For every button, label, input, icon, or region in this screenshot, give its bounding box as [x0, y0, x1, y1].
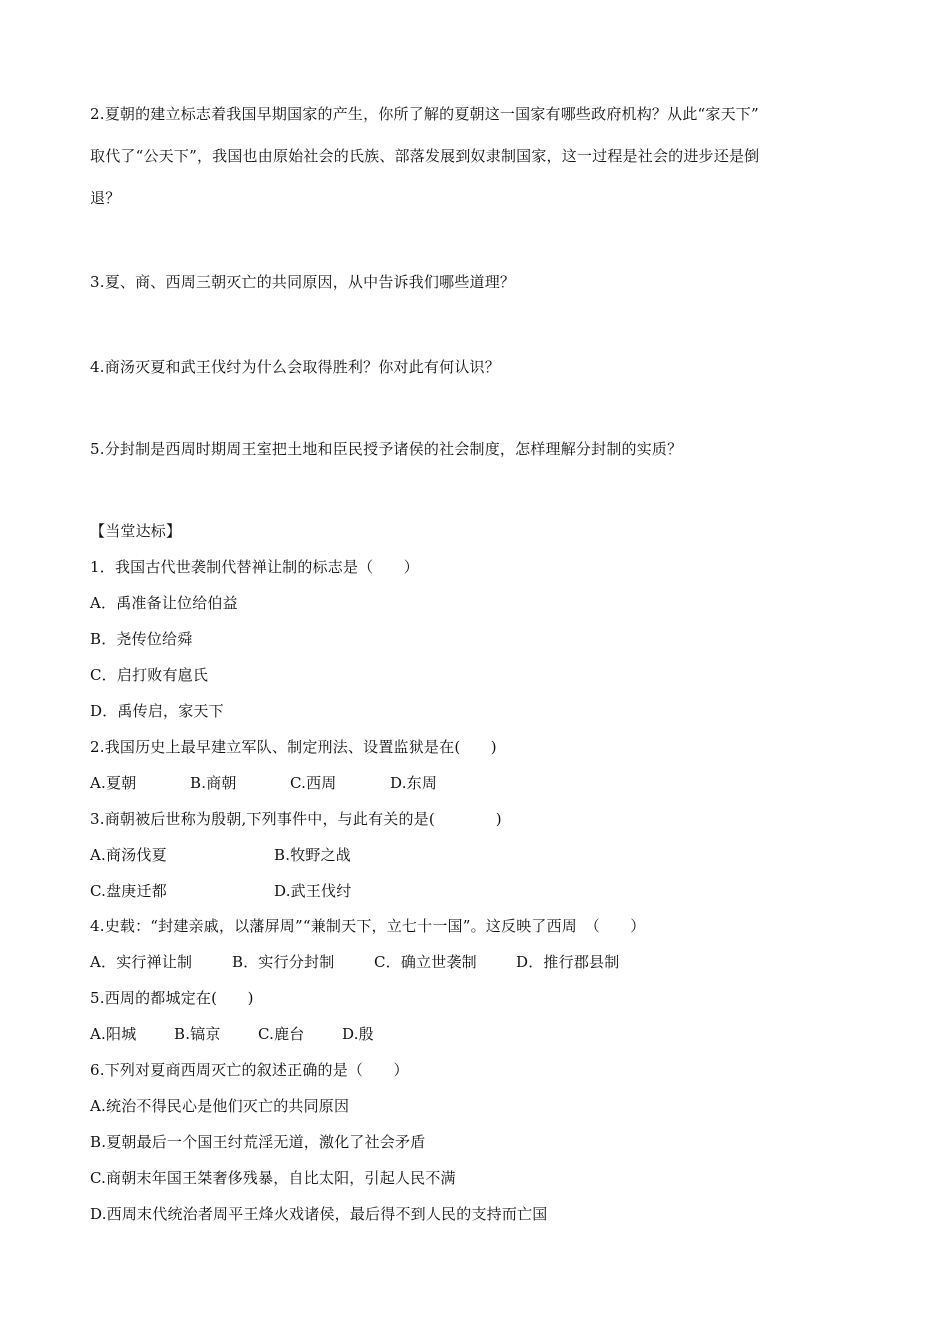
- exercise-1-stem: 1．我国古代世袭制代替禅让制的标志是（ ）: [90, 558, 419, 576]
- exercise-3-option-d: D.武王伐纣: [274, 882, 352, 900]
- exercise-2-option-a: A.夏朝: [90, 774, 137, 792]
- question-3: 3.夏、商、西周三朝灭亡的共同原因，从中告诉我们哪些道理？: [90, 273, 516, 291]
- exercise-5-options: [90, 1024, 790, 1044]
- exercise-3-option-a: A.商汤伐夏: [90, 846, 167, 864]
- exercise-6-stem: 6.下列对夏商西周灭亡的叙述正确的是（ ）: [90, 1061, 409, 1079]
- exercise-4-option-d: D．推行郡县制: [516, 953, 620, 971]
- exercise-1-option-c: C．启打败有扈氏: [90, 666, 209, 684]
- exercise-2-option-d: D.东周: [390, 774, 438, 792]
- exercise-6-option-d: D.西周末代统治者周平王烽火戏诸侯，最后得不到人民的支持而亡国: [90, 1205, 548, 1223]
- exercise-2-stem: 2.我国历史上最早建立军队、制定刑法、设置监狱是在( ): [90, 738, 497, 756]
- exercise-3-option-c: C.盘庚迁都: [90, 882, 167, 900]
- exercise-6-option-c: C.商朝末年国王桀奢侈残暴，自比太阳，引起人民不满: [90, 1169, 456, 1187]
- exercise-4-option-a: A．实行禅让制: [90, 953, 193, 971]
- exercise-3-option-b: B.牧野之战: [274, 846, 351, 864]
- exercise-2-option-c: C.西周: [290, 774, 337, 792]
- exercise-1-option-d: D．禹传启，家天下: [90, 702, 224, 720]
- exercise-1-option-a: A．禹准备让位给伯益: [90, 594, 238, 612]
- question-5: 5.分封制是西周时期周王室把土地和臣民授予诸侯的社会制度，怎样理解分封制的实质？: [90, 440, 683, 458]
- exercise-4-stem: 4.史载：“封建亲戚，以藩屏周”“兼制天下，立七十一国”。这反映了西周 （ ）: [90, 917, 646, 935]
- exercise-5-option-b: B.镐京: [174, 1025, 221, 1043]
- exercise-5-stem: 5.西周的都城定在( ): [90, 989, 254, 1007]
- question-2-line-3: 退？: [90, 189, 121, 207]
- exercise-3-options-row-1: [90, 845, 790, 865]
- exercise-1-option-b: B．尧传位给舜: [90, 630, 193, 648]
- exercise-4-option-b: B．实行分封制: [232, 953, 335, 971]
- exercise-2-option-b: B.商朝: [190, 774, 237, 792]
- question-4: 4.商汤灭夏和武王伐纣为什么会取得胜利？你对此有何认识？: [90, 358, 500, 376]
- exercise-6-option-b: B.夏朝最后一个国王纣荒淫无道，激化了社会矛盾: [90, 1133, 426, 1151]
- exercise-5-option-d: D.殷: [342, 1025, 374, 1043]
- exercise-5-option-a: A.阳城: [90, 1025, 137, 1043]
- exercise-4-options: [90, 952, 790, 972]
- question-2-line-1: 2.夏朝的建立标志着我国早期国家的产生，你所了解的夏朝这一国家有哪些政府机构？从此“家天下”: [90, 105, 759, 123]
- exercise-5-option-c: C.鹿台: [258, 1025, 305, 1043]
- question-2-line-2: 取代了“公天下”，我国也由原始社会的氏族、部落发展到奴隶制国家，这一过程是社会的进步还是倒: [90, 147, 760, 165]
- section-title: 【当堂达标】: [90, 522, 182, 540]
- exercise-4-option-c: C．确立世袭制: [374, 953, 477, 971]
- exercise-2-options: [90, 773, 790, 793]
- exercise-6-option-a: A.统治不得民心是他们灭亡的共同原因: [90, 1097, 350, 1115]
- exercise-3-options-row-2: [90, 881, 790, 901]
- exercise-3-stem: 3.商朝被后世称为殷朝,下列事件中，与此有关的是( ): [90, 810, 502, 828]
